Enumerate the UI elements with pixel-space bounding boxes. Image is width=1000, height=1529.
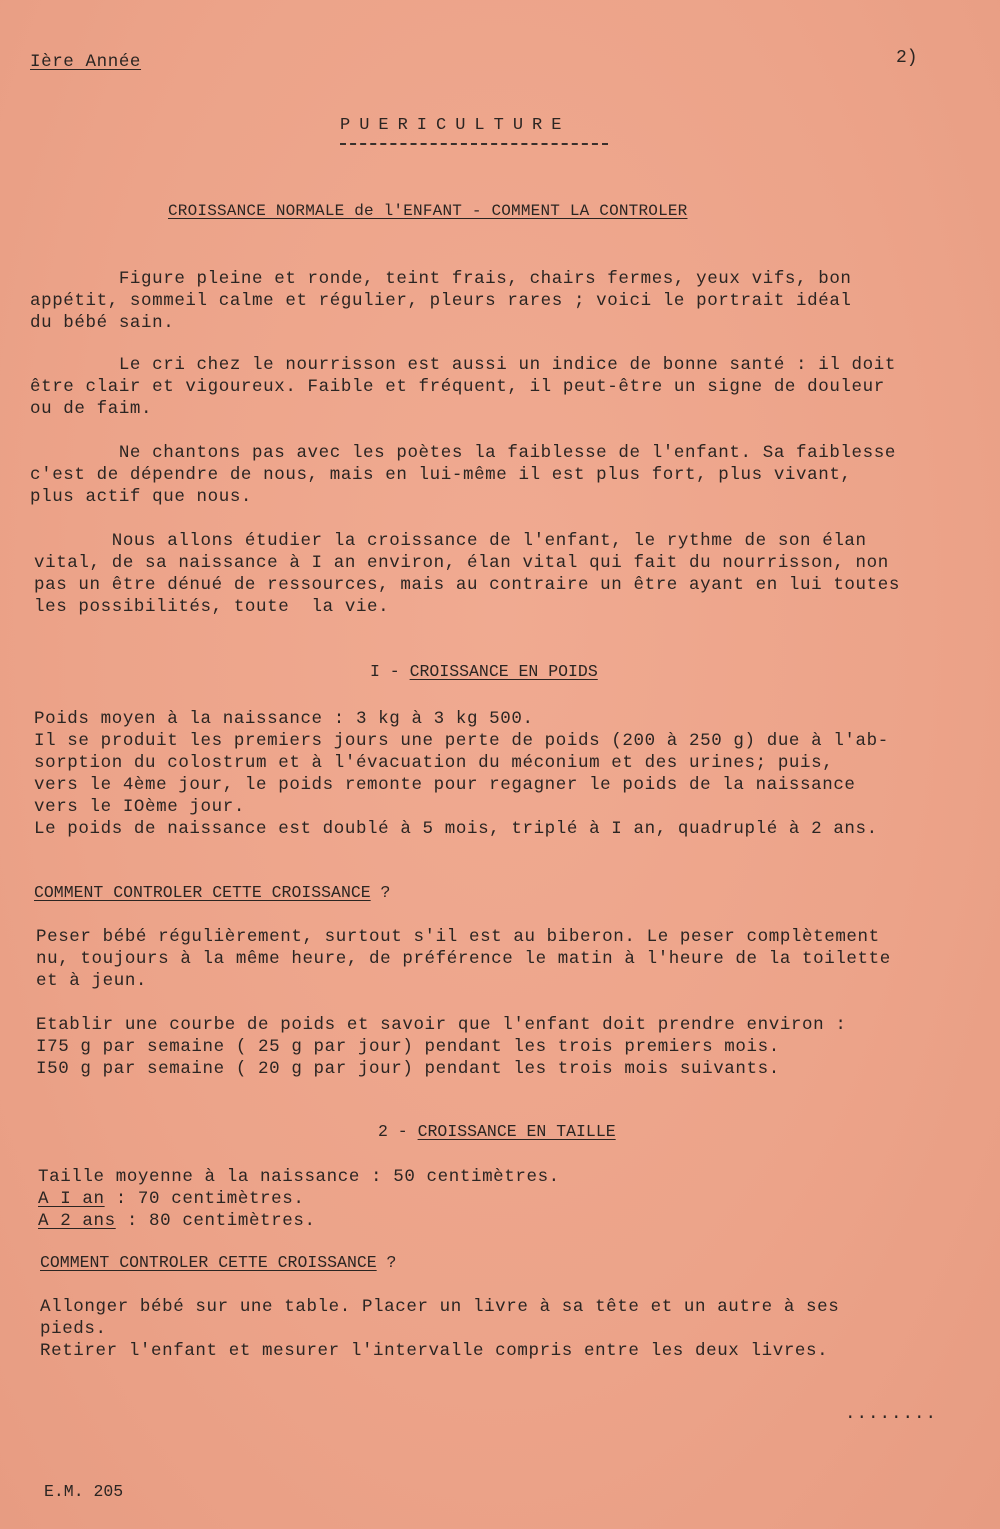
height-control-paragraph: Allonger bébé sur une table. Placer un livre à sa tête et un autre à ses pieds. Retirer l'enfant et mesurer l'intervalle compris entre les deux livres. bbox=[40, 1297, 840, 1361]
height-age: A 2 ans bbox=[38, 1211, 116, 1231]
section-title: CROISSANCE EN POIDS bbox=[409, 662, 598, 681]
intro-paragraph: Nous allons étudier la croissance de l'enfant, le rythme de son élan vital, de sa naissance à I an environ, élan vital qui fait du nourrisson, non pas un être dénué de ressources, mais au contraire un être ayant en lui toutes les possibilités, toute la vie. bbox=[34, 531, 900, 617]
height-value: : 80 centimètres. bbox=[115, 1211, 316, 1231]
document-subtitle: CROISSANCE NORMALE de l'ENFANT - COMMENT LA CONTROLER bbox=[168, 202, 688, 220]
weight-control-paragraph: Peser bébé régulièrement, surtout s'il est au biberon. Le peser complètement nu, toujours à la même heure, de préférence le matin à l'heure de la toilette et à jeun. bbox=[36, 927, 891, 991]
footer-reference: E.M. 205 bbox=[44, 1482, 124, 1501]
weight-control-paragraph: Etablir une courbe de poids et savoir que l'enfant doit prendre environ : I75 g par semaine ( 25 g par jour) pendant les trois premiers mois. I50 g par semaine ( 20 g par jour) pendant les trois mois suivants. bbox=[36, 1015, 847, 1079]
control-heading-weight bbox=[34, 883, 390, 902]
page-number: 2) bbox=[896, 48, 918, 68]
height-value: : 70 centimètres. bbox=[104, 1189, 305, 1209]
section-title: CROISSANCE EN TAILLE bbox=[417, 1122, 616, 1141]
control-heading-text: COMMENT CONTROLER CETTE CROISSANCE bbox=[40, 1253, 377, 1272]
intro-paragraph: Figure pleine et ronde, teint frais, chairs fermes, yeux vifs, bon appétit, sommeil calme et régulier, pleurs rares ; voici le portrait idéal du bébé sain. bbox=[30, 269, 852, 333]
height-list bbox=[38, 1166, 560, 1232]
end-marker: ........ bbox=[845, 1404, 938, 1424]
control-heading-question: ? bbox=[370, 883, 391, 902]
height-row bbox=[38, 1188, 560, 1210]
control-heading-height bbox=[40, 1253, 396, 1272]
section-number: I - bbox=[370, 662, 410, 681]
control-heading-text: COMMENT CONTROLER CETTE CROISSANCE bbox=[34, 883, 371, 902]
document-title: PUERICULTURE bbox=[340, 116, 571, 135]
birth-size-line: Taille moyenne à la naissance : 50 centimètres. bbox=[38, 1167, 560, 1187]
year-label: Ière Année bbox=[30, 52, 142, 72]
title-dashed-rule bbox=[340, 143, 608, 145]
intro-paragraph: Ne chantons pas avec les poètes la faiblesse de l'enfant. Sa faiblesse c'est de dépendre de nous, mais en lui-même il est plus fort, plus vivant, plus actif que nous. bbox=[30, 443, 896, 507]
section-number: 2 - bbox=[378, 1122, 418, 1141]
section-heading-weight bbox=[370, 662, 598, 681]
section-heading-height bbox=[378, 1122, 616, 1141]
height-age: A I an bbox=[38, 1189, 105, 1209]
control-heading-question: ? bbox=[376, 1253, 397, 1272]
intro-paragraph: Le cri chez le nourrisson est aussi un indice de bonne santé : il doit être clair et vigoureux. Faible et fréquent, il peut-être un signe de douleur ou de faim. bbox=[30, 355, 896, 419]
weight-text: Poids moyen à la naissance : 3 kg à 3 kg 500. Il se produit les premiers jours une perte de poids (200 à 250 g) due à l'ab- sorption du colostrum et à l'évacuation du méconium et des urines; puis, vers le 4ème jour, le poids remonte pour regagner le poids de la naissance vers le IOème jour. Le poids de naissance est doublé à 5 mois, triplé à I an, quadruplé à 2 ans. bbox=[34, 709, 889, 839]
height-row bbox=[38, 1210, 560, 1232]
